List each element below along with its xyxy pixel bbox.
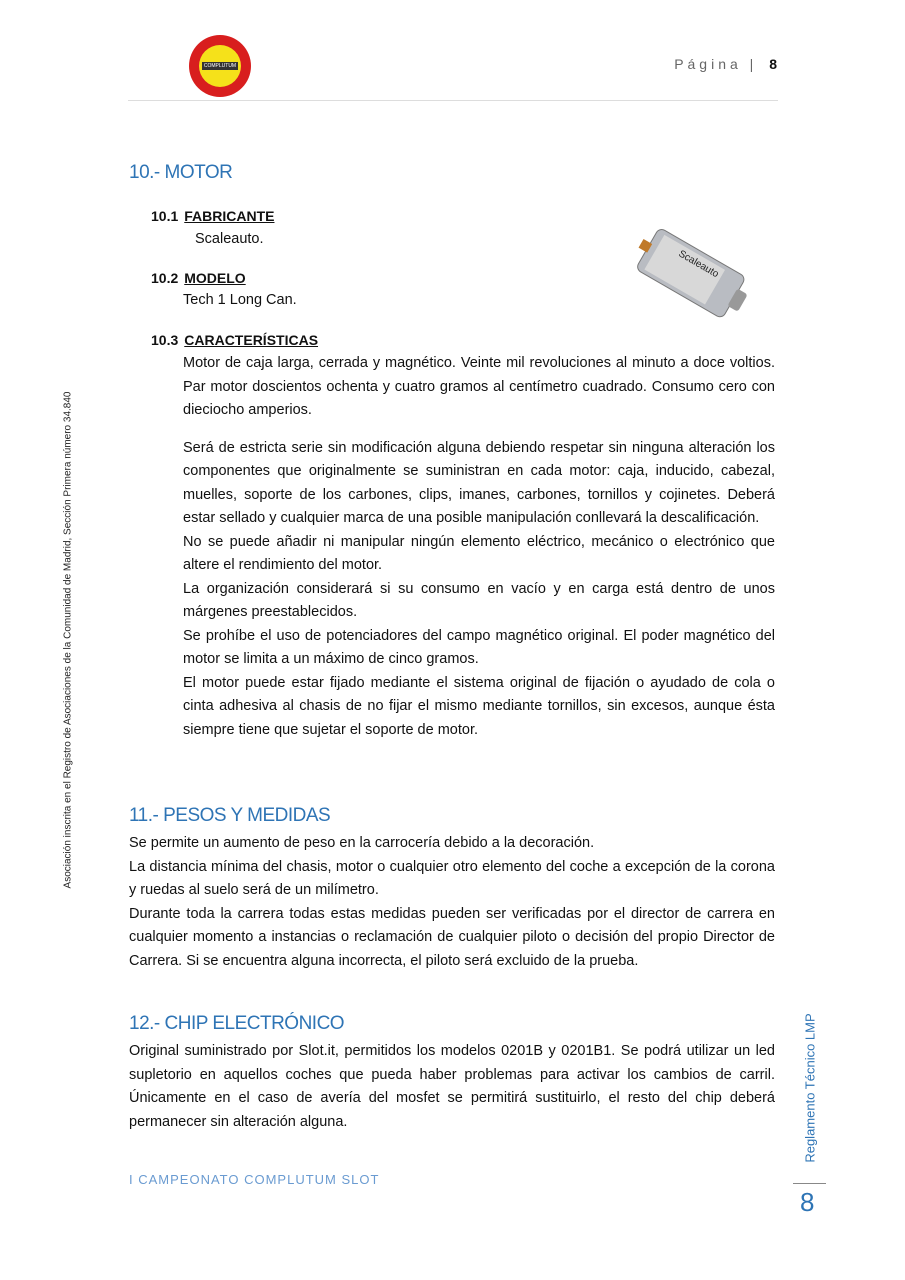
subsection-caracteristicas: 10.3 CARACTERÍSTICAS: [151, 332, 319, 348]
page-number: 8: [769, 56, 777, 72]
footer-doc-title: Reglamento Técnico LMP: [802, 1013, 818, 1163]
subsection-fabricante: 10.1 FABRICANTE: [151, 208, 275, 224]
section-title-pesos: 11.- PESOS Y MEDIDAS: [129, 805, 331, 826]
footer-divider: [793, 1183, 826, 1184]
chip-text: [129, 1040, 775, 1134]
page-label: Página: [674, 56, 742, 72]
paragraph: Se permite un aumento de peso en la carrocería debido a la decoración.: [129, 835, 595, 851]
club-logo: COMPLUTUM: [189, 35, 251, 97]
side-note: Asociación inscrita en el Registro de Asociaciones de la Comunidad de Madrid, Sección Primera número 34.840: [62, 391, 74, 889]
paragraph: Será de estricta serie sin modificación alguna debiendo respetar sin ninguna alteración los componentes que originalmente se suministran en cada motor: caja, inducido, cabezal, muelles, soporte de los carbones, clips, imanes, carbones, tornillos y cojinetes. Deberá estar sellado y cualquier marca de una posible manipulación conllevará la descalificación.: [183, 439, 775, 526]
section-title-chip: 12.- CHIP ELECTRÓNICO: [129, 1013, 345, 1034]
paragraph: No se puede añadir ni manipular ningún elemento eléctrico, mecánico o electrónico que altere el rendimiento del motor.: [183, 533, 775, 573]
paragraph: Motor de caja larga, cerrada y magnético. Veinte mil revoluciones al minuto a doce voltios. Par motor doscientos ochenta y cuatro gramos al centímetro cuadrado. Consumo cero con dieciocho amperios.: [183, 355, 775, 418]
paragraph: El motor puede estar fijado mediante el sistema original de fijación o ayudado de cola o cinta adhesiva al chasis de no fijar el mismo mediante tornillos, sin excesos, aunque ésta siempre tiene que sujetar el soporte de motor.: [183, 674, 775, 738]
paragraph: La distancia mínima del chasis, motor o cualquier otro elemento del coche a excepción de la corona y ruedas al suelo será de un milímetro.: [129, 858, 775, 898]
motor-image: [630, 220, 755, 330]
page-number-header: Página | 8: [674, 56, 777, 72]
pesos-text: [129, 832, 775, 973]
caracteristicas-text: [183, 352, 775, 742]
fabricante-value: Scaleauto.: [195, 231, 264, 247]
motor-brand-label: Scaleauto: [676, 248, 721, 281]
subsection-modelo: 10.2 MODELO: [151, 270, 246, 286]
section-title-motor: 10.- MOTOR: [129, 162, 233, 183]
header-divider: [128, 100, 778, 101]
modelo-value: Tech 1 Long Can.: [183, 292, 297, 308]
paragraph: Original suministrado por Slot.it, permitidos los modelos 0201B y 0201B1. Se podrá utilizar un led supletorio en aquellos coches que pueda haber problemas para activar los cambios de carril. Únicamente en el caso de avería del mosfet se permitirá sustituirlo, el resto del chip deberá permanecer sin alteración alguna.: [129, 1043, 775, 1130]
paragraph: Se prohíbe el uso de potenciadores del campo magnético original. El poder magnético del motor se limita a un máximo de cinco gramos.: [183, 627, 775, 667]
paragraph: Durante toda la carrera todas estas medidas pueden ser verificadas por el director de carrera en cualquier momento a instancias o reclamación de cualquier piloto o decisión del propio Director de Carrera. Si se encuentra alguna incorrecta, el piloto será excluido de la prueba.: [129, 905, 775, 969]
footer-page-number: 8: [800, 1187, 815, 1217]
footer-title: I CAMPEONATO COMPLUTUM SLOT: [129, 1172, 380, 1187]
paragraph: La organización considerará si su consumo en vacío y en carga está dentro de unos márgenes preestablecidos.: [183, 580, 775, 620]
